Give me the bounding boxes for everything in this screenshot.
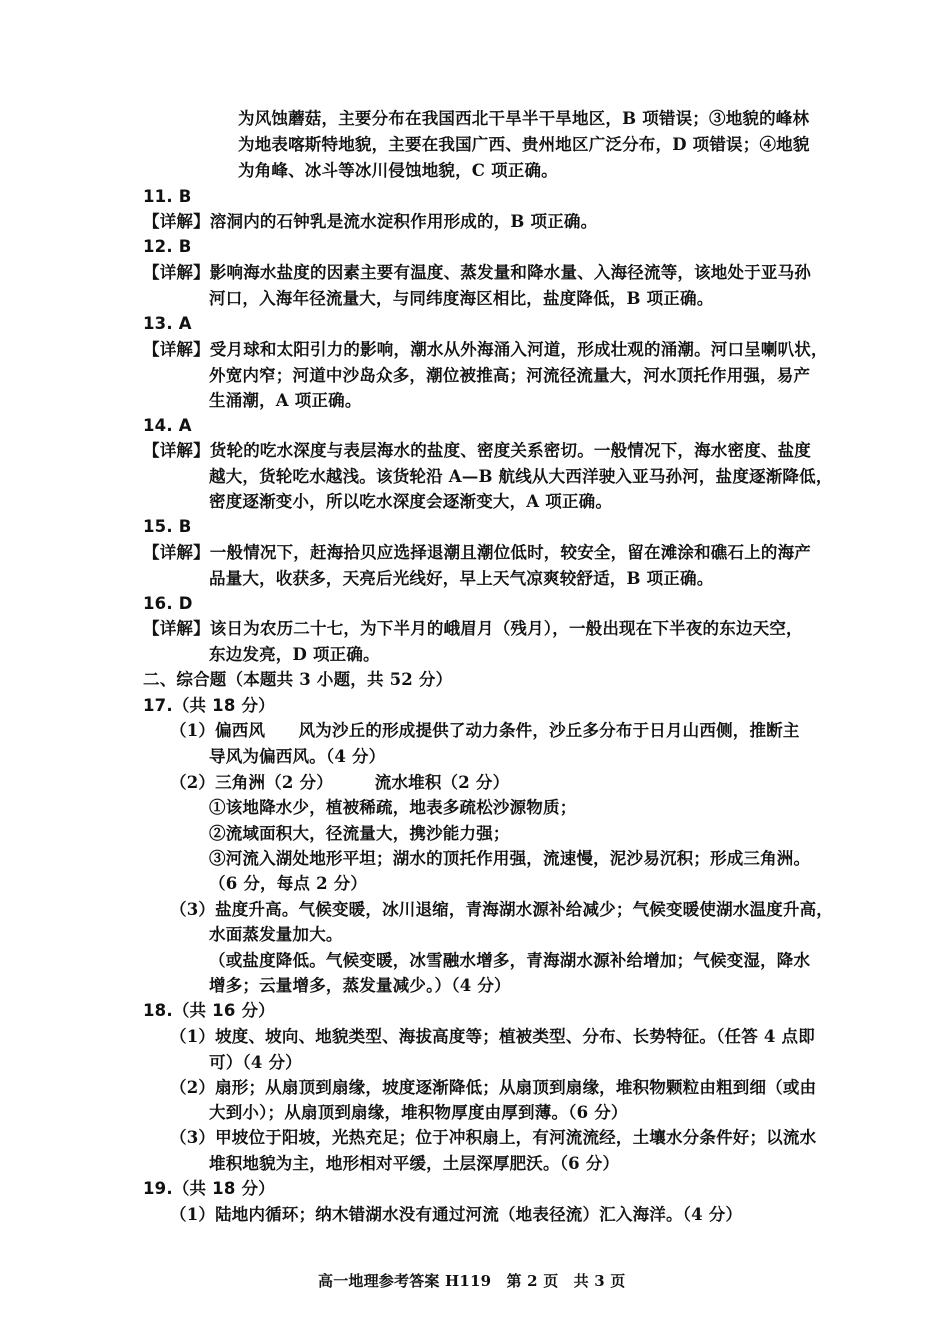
question-number: 17.（共 18 分）	[143, 696, 275, 715]
question-number: 12. B	[143, 237, 192, 256]
text-line: 【详解】一般情况下，赶海拾贝应选择退潮且潮位低时，较安全，留在滩涂和礁石上的海产	[143, 543, 811, 562]
text-line: 品量大，收获多，天亮后光线好，早上天气凉爽较舒适，B 项正确。	[209, 569, 714, 588]
text-line: （1）偏西风 风为沙丘的形成提供了动力条件，沙丘多分布于日月山西侧，推断主	[170, 721, 800, 740]
text-line: （2）三角洲（2 分） 流水堆积（2 分）	[170, 773, 510, 792]
text-line: 可）（4 分）	[209, 1053, 302, 1072]
question-number: 14. A	[143, 416, 192, 435]
text-line: 为角峰、冰斗等冰川侵蚀地貌，C 项正确。	[238, 161, 558, 180]
text-line: ③河流入湖处地形平坦；湖水的顶托作用强，流速慢，泥沙易沉积；形成三角洲。	[209, 849, 811, 868]
text-line: 增多；云量增多，蒸发量减少。）（4 分）	[209, 976, 511, 995]
page-footer: 高一地理参考答案 H119 第 2 页 共 3 页	[318, 1272, 626, 1290]
text-line: 【详解】受月球和太阳引力的影响，潮水从外海涌入河道，形成壮观的涌潮。河口呈喇叭状，	[143, 340, 828, 359]
text-line: 水面蒸发量加大。	[209, 925, 343, 944]
text-line: 东边发亮，D 项正确。	[209, 645, 380, 664]
text-line: （1）陆地内循环；纳木错湖水没有通过河流（地表径流）汇入海洋。（4 分）	[170, 1205, 743, 1224]
text-line: 为风蚀蘑菇，主要分布在我国西北干旱半干旱地区，B 项错误；③地貌的峰林	[238, 109, 810, 128]
text-line: 【详解】该日为农历二十七，为下半月的峨眉月（残月），一般出现在下半夜的东边天空，	[143, 619, 803, 638]
text-line: （或盐度降低。气候变暖，冰雪融水增多，青海湖水源补给增加；气候变湿，降水	[209, 951, 811, 970]
text-line: 【详解】货轮的吃水深度与表层海水的盐度、密度关系密切。一般情况下，海水密度、盐度	[143, 441, 811, 460]
question-number: 11. B	[143, 187, 192, 206]
text-line: （2）扇形；从扇顶到扇缘，坡度逐渐降低；从扇顶到扇缘，堆积物颗粒由粗到细（或由	[170, 1078, 817, 1097]
text-line: （1）坡度、坡向、地貌类型、海拔高度等；植被类型、分布、长势特征。（任答 4 点即	[170, 1027, 815, 1046]
text-line: ①该地降水少，植被稀疏，地表多疏松沙源物质；	[209, 798, 577, 817]
text-line: 大到小）；从扇顶到扇缘，堆积物厚度由厚到薄。（6 分）	[209, 1103, 628, 1122]
text-line: 密度逐渐变小，所以吃水深度会逐渐变大，A 项正确。	[209, 492, 613, 511]
text-line: 为地表喀斯特地貌，主要在我国广西、贵州地区广泛分布，D 项错误；④地貌	[238, 135, 810, 154]
text-line: 【详解】溶洞内的石钟乳是流水淀积作用形成的，B 项正确。	[143, 212, 598, 231]
text-line: 外宽内窄；河道中沙岛众多，潮位被推高；河流径流量大，河水顶托作用强，易产	[209, 366, 811, 385]
text-line: （6 分，每点 2 分）	[209, 874, 368, 893]
text-line: 导风为偏西风。（4 分）	[209, 747, 386, 766]
text-line: 越大，货轮吃水越浅。该货轮沿 A—B 航线从大西洋驶入亚马孙河，盐度逐渐降低，	[209, 467, 833, 486]
question-number: 18.（共 16 分）	[143, 1001, 275, 1020]
section-heading: 二、综合题（本题共 3 小题，共 52 分）	[143, 670, 453, 689]
text-line: 【详解】影响海水盐度的因素主要有温度、蒸发量和降水量、入海径流等，该地处于亚马孙	[143, 263, 811, 282]
question-number: 13. A	[143, 314, 192, 333]
text-line: 生涌潮，A 项正确。	[209, 391, 362, 410]
question-number: 16. D	[143, 594, 193, 613]
question-number: 15. B	[143, 517, 192, 536]
text-line: ②流域面积大，径流量大，携沙能力强；	[209, 824, 510, 843]
text-line: （3）盐度升高。气候变暖，冰川退缩，青海湖水源补给减少；气候变暖使湖水温度升高，	[170, 900, 833, 919]
question-number: 19.（共 18 分）	[143, 1179, 275, 1198]
text-line: 堆积地貌为主，地形相对平缓，土层深厚肥沃。（6 分）	[209, 1154, 620, 1173]
text-line: （3）甲坡位于阳坡，光热充足；位于冲积扇上，有河流流经，土壤水分条件好；以流水	[170, 1128, 817, 1147]
text-line: 河口，入海年径流量大，与同纬度海区相比，盐度降低，B 项正确。	[209, 289, 714, 308]
